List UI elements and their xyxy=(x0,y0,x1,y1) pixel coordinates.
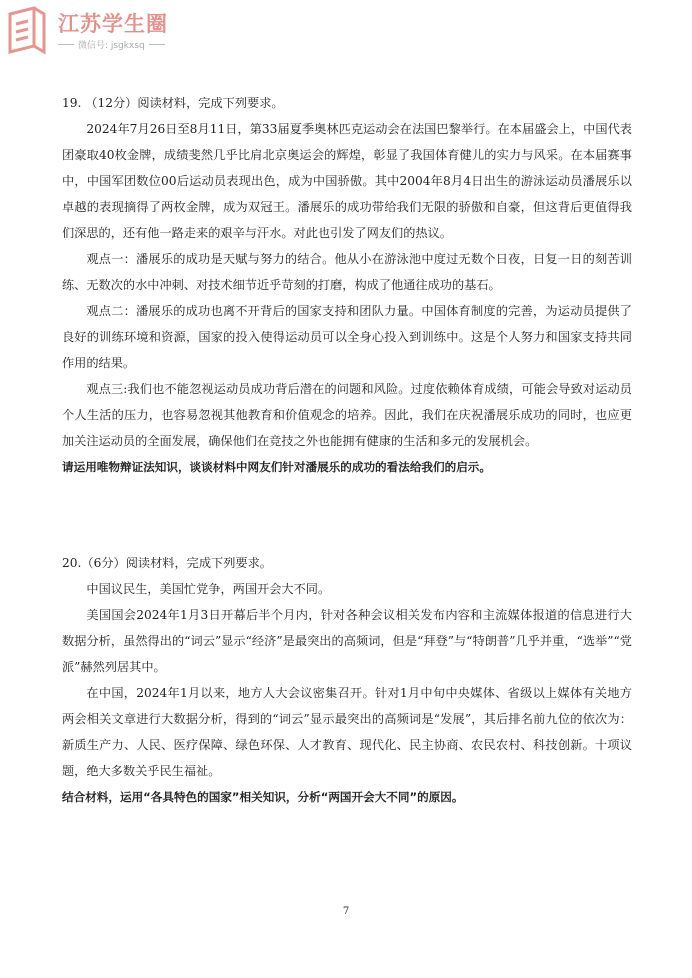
question-20-header: 20.（6分）阅读材料，完成下列要求。 xyxy=(62,556,272,570)
question-20 xyxy=(62,550,632,810)
q20-material-us: 美国国会2024年1月3日开幕后半个月内，针对各种会议相关发布内容和主流媒体报道的信息进行大数据分析，虽然得出的“词云”显示“经济”是最突出的高频词，但是“拜登”与“特朗普”几乎并重，“选举”“党派”赫然列居其中。 xyxy=(62,608,632,674)
watermark-brand: 江苏学生圈 xyxy=(58,12,168,36)
question-20-task: 结合材料，运用“各具特色的国家”相关知识，分析“两国开会大不同”的原因。 xyxy=(62,790,464,804)
q20-material-intro: 中国议民生，美国忙党争，两国开会大不同。 xyxy=(86,582,331,596)
question-19-task: 请运用唯物辩证法知识，谈谈材料中网友们针对潘展乐的成功的看法给我们的启示。 xyxy=(62,460,491,474)
q19-viewpoint-1: 观点一：潘展乐的成功是天赋与努力的结合。他从小在游泳池中度过无数个日夜，日复一日的刻苦训练、无数次的水中冲刺、对技术细节近乎苛刻的打磨，构成了他通往成功的基石。 xyxy=(62,252,632,292)
q19-viewpoint-2: 观点二：潘展乐的成功也离不开背后的国家支持和团队力量。中国体育制度的完善，为运动员提供了良好的训练环境和资源，国家的投入使得运动员可以全身心投入到训练中。这是个人努力和国家支持共同作用的结果。 xyxy=(62,304,632,370)
brand-logo-icon xyxy=(4,6,48,56)
page-number: 7 xyxy=(342,906,350,917)
q19-material-paragraph: 2024年7月26日至8月11日，第33届夏季奥林匹克运动会在法国巴黎举行。在本届盛会上，中国代表团豪取40枚金牌，成绩斐然几乎比肩北京奥运会的辉煌，彰显了我国体育健儿的实力与风采。在本届赛事中，中国军团数位00后运动员表现出色，成为中国骄傲。其中2004年8月4日出生的游泳运动员潘展乐以卓越的表现摘得了两枚金牌，成为双冠王。潘展乐的成功带给我们无限的骄傲和自豪，但这背后更值得我们深思的，还有他一路走来的艰辛与汗水。对此也引发了网友们的热议。 xyxy=(62,122,632,240)
question-19 xyxy=(62,90,632,480)
document-body xyxy=(62,90,632,810)
q19-viewpoint-3: 观点三:我们也不能忽视运动员成功背后潜在的问题和风险。过度依赖体育成绩，可能会导致对运动员个人生活的压力，也容易忽视其他教育和价值观念的培养。因此，我们在庆祝潘展乐成功的同时，也应更加关注运动员的全面发展，确保他们在竞技之外也能拥有健康的生活和多元的发展机会。 xyxy=(62,382,632,448)
question-19-header: 19. （12分）阅读材料，完成下列要求。 xyxy=(62,96,284,110)
watermark-wechat: 微信号: jsgkxsq xyxy=(58,38,165,51)
q20-material-china: 在中国，2024年1月以来，地方人大会议密集召开。针对1月中旬中央媒体、省级以上媒体有关地方两会相关文章进行大数据分析，得到的“词云”显示最突出的高频词是“发展”，其后排名前九位的依次为：新质生产力、人民、医疗保障、绿色环保、人才教育、现代化、民主协商、农民农村、科技创新。十项议题，绝大多数关乎民生福祉。 xyxy=(62,686,632,778)
